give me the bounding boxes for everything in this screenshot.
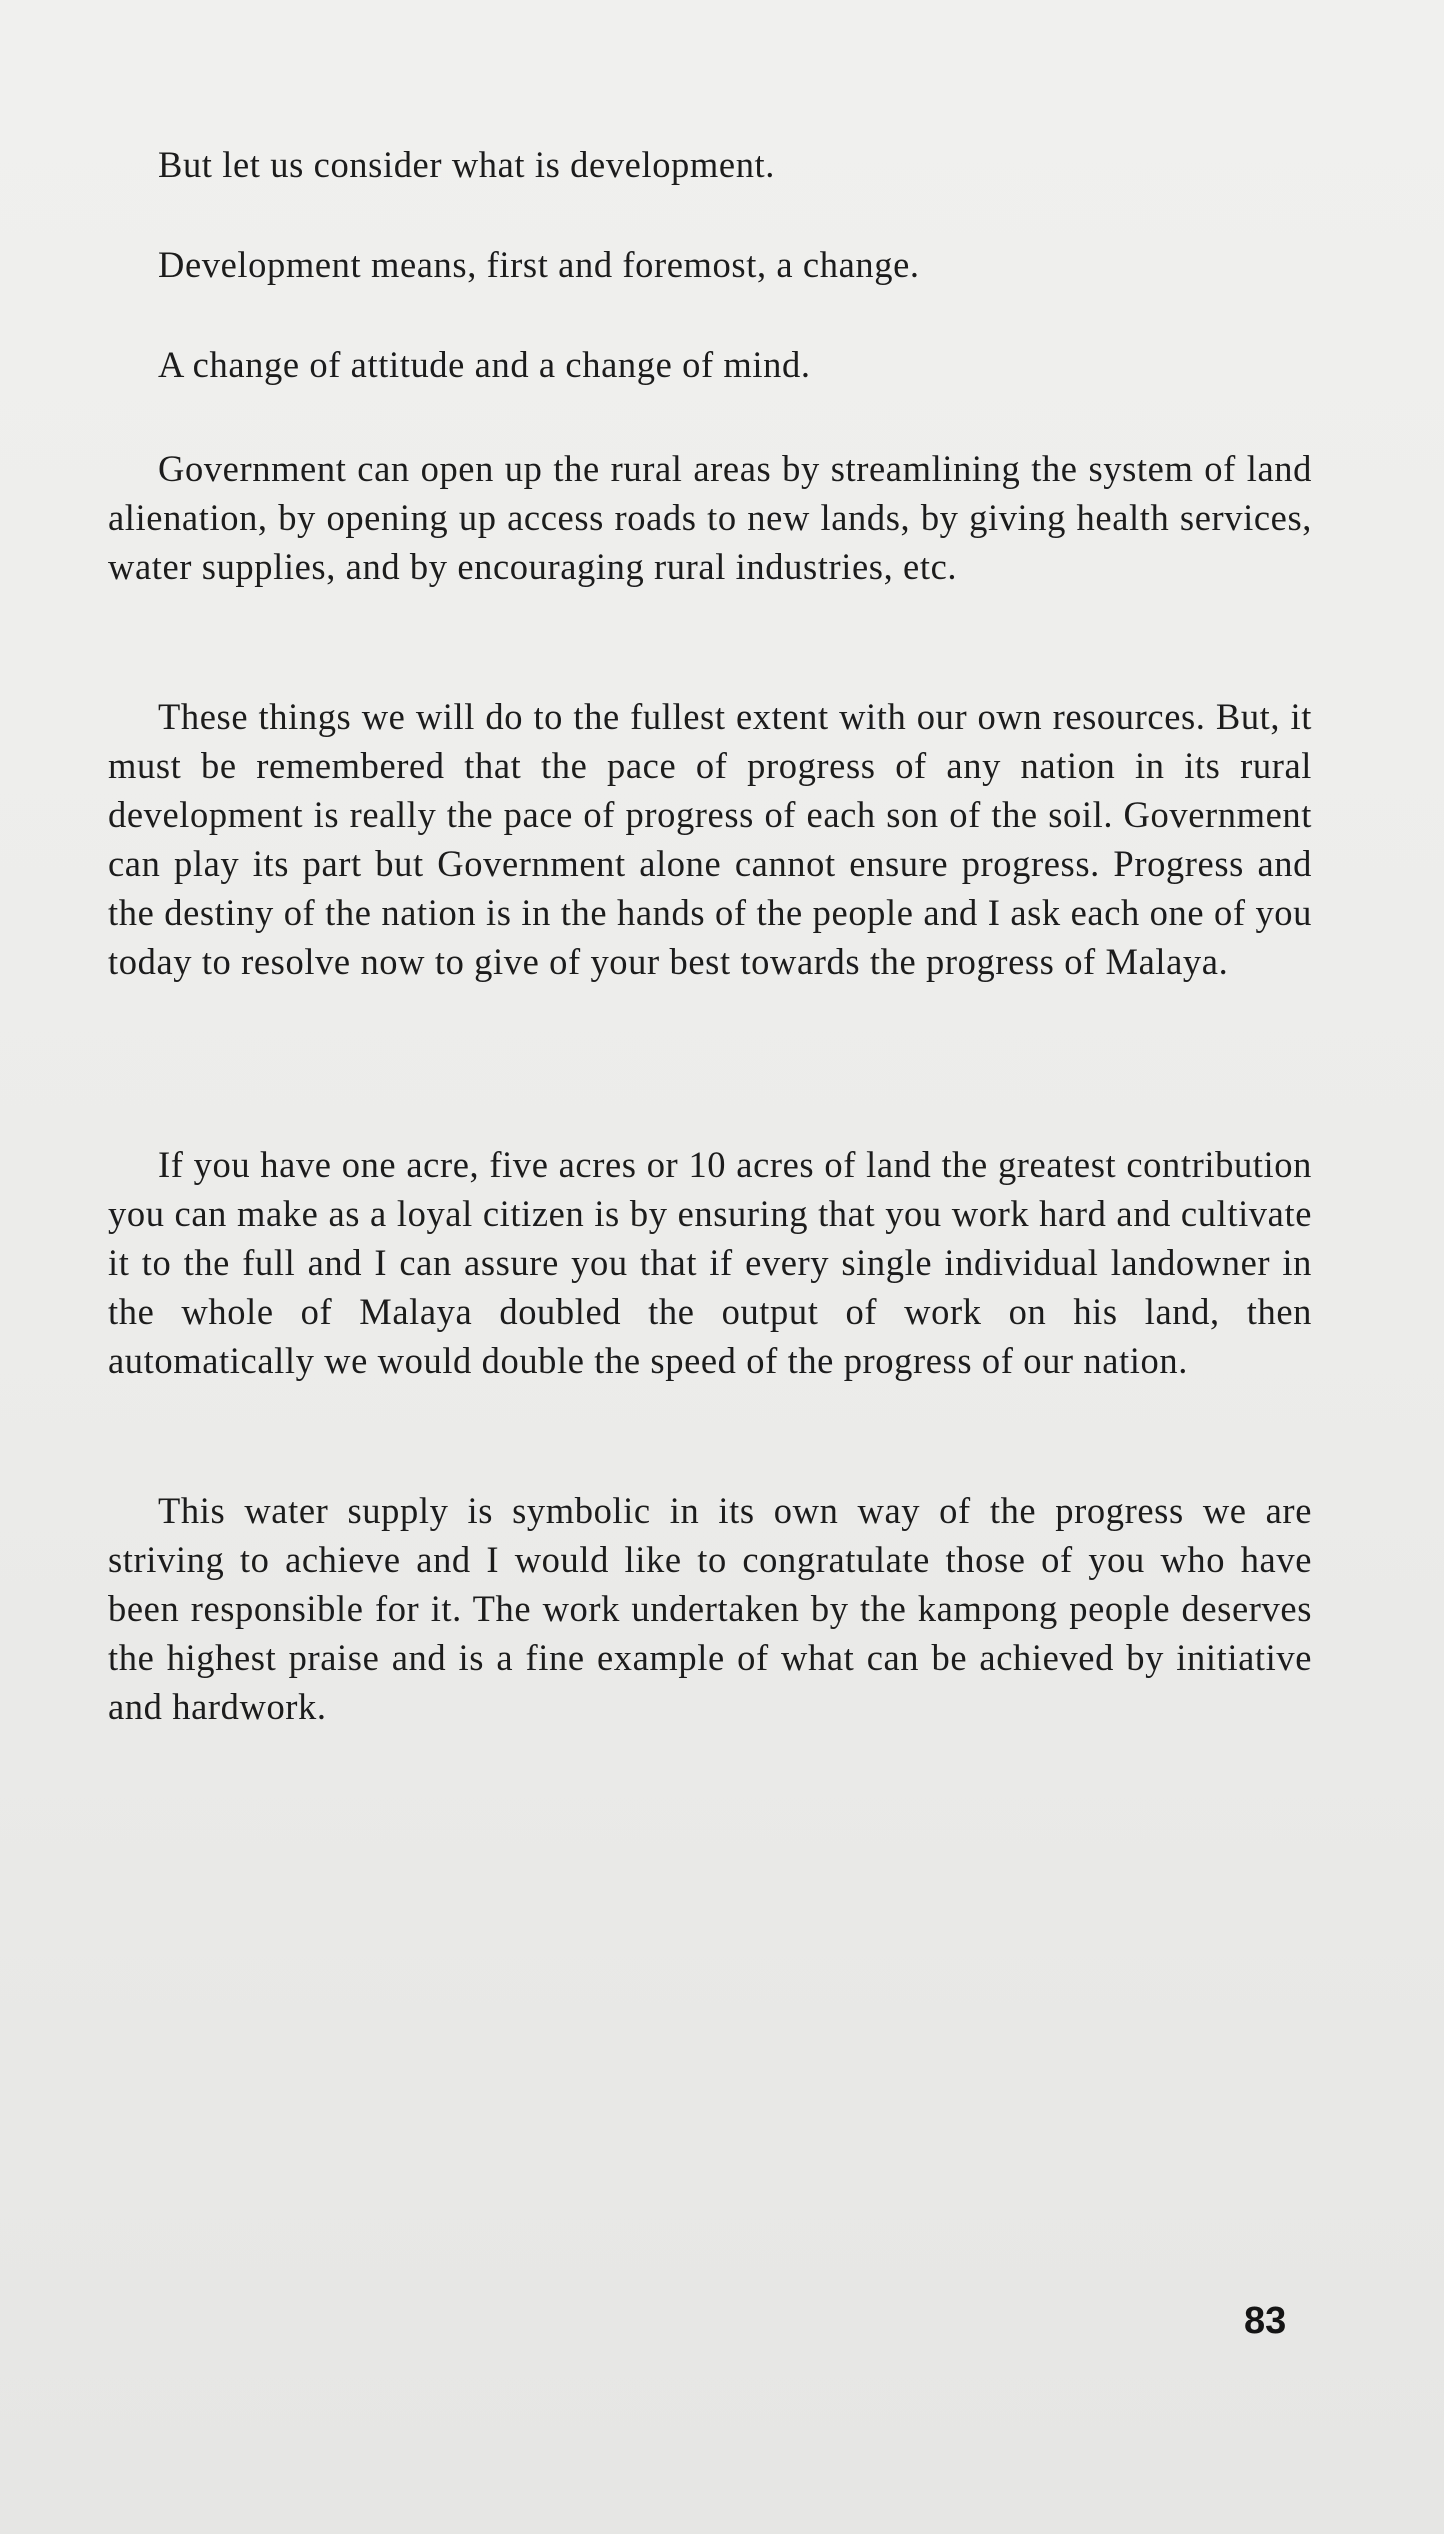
paragraph-1-block — [108, 140, 1312, 189]
paragraph-3: A change of attitude and a change of mind. — [158, 344, 811, 385]
paragraph-4-block — [108, 444, 1312, 591]
paragraph-7: This water supply is symbolic in its own way of the progress we are striving to achieve and I would like to congratulate those of you who have been responsible for it. The work undertaken by the kampong people deserves the highest praise and is a fine example of what can be achieved by initiative and hardwork. — [108, 1490, 1312, 1727]
page-number: 83 — [1244, 2300, 1287, 2342]
paragraph-6-block — [108, 1140, 1312, 1385]
paragraph-2-block — [108, 240, 1312, 289]
paragraph-6: If you have one acre, five acres or 10 acres of land the greatest contribution you can make as a loyal citizen is by ensuring that you work hard and cultivate it to the full and I can assure you that if every single individual landowner in the whole of Malaya doubled the output of work on his land, then automatically we would double the speed of the progress of our nation. — [108, 1144, 1312, 1381]
paragraph-5: These things we will do to the fullest extent with our own resources. But, it must be remembered that the pace of progress of any nation in its rural development is really the pace of progress of each son of the soil. Government can play its part but Government alone cannot ensure progress. Progress and the destiny of the nation is in the hands of the people and I ask each one of you today to resolve now to give of your best towards the progress of Malaya. — [108, 696, 1312, 982]
paragraph-4: Government can open up the rural areas by streamlining the system of land alienation, by opening up access roads to new lands, by giving health services, water supplies, and by encouraging rural industries, etc. — [108, 448, 1312, 587]
paragraph-5-block — [108, 692, 1312, 986]
paragraph-1: But let us consider what is development. — [158, 144, 776, 185]
paragraph-2: Development means, first and foremost, a change. — [158, 244, 920, 285]
paragraph-7-block — [108, 1486, 1312, 1731]
paragraph-3-block — [108, 340, 1312, 389]
